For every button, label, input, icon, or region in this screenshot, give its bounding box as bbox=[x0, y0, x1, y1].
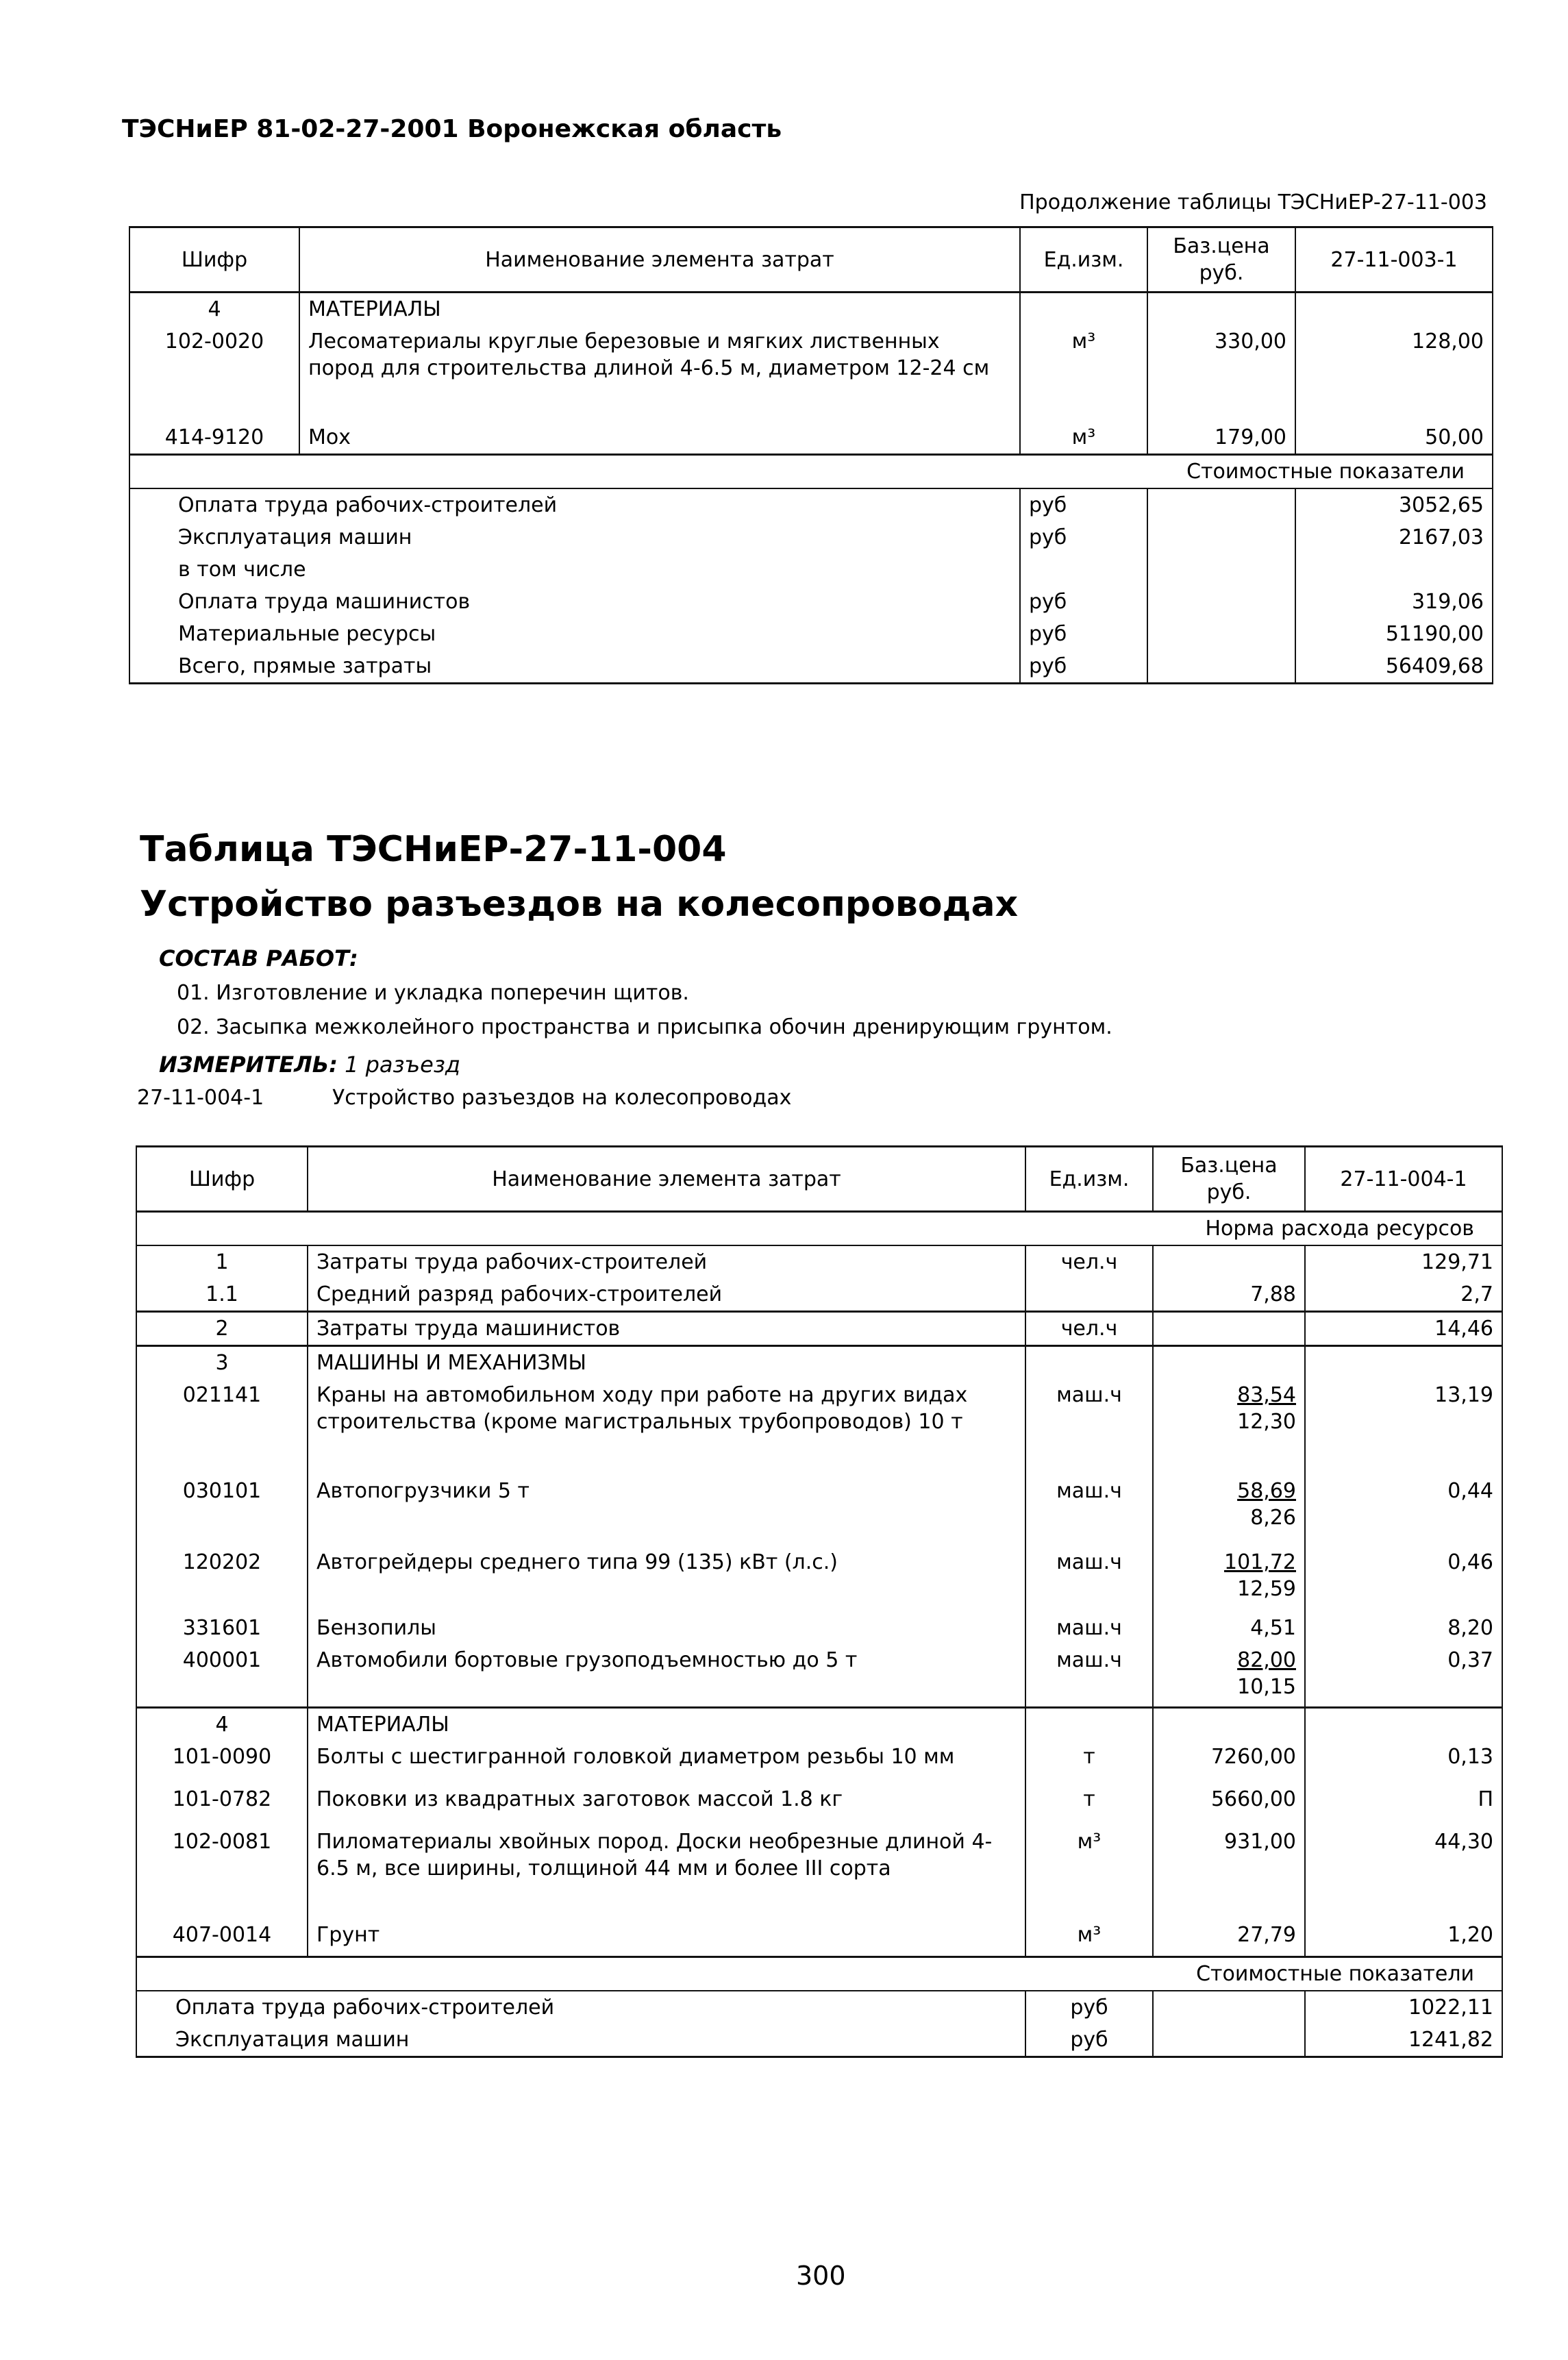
row-price: 179,00 bbox=[1147, 421, 1295, 455]
cost-value: 1241,82 bbox=[1305, 2024, 1502, 2057]
header-name: Наименование элемента затрат bbox=[299, 227, 1020, 293]
table-row bbox=[136, 1379, 1502, 1475]
header-norm: 27-11-003-1 bbox=[1295, 227, 1493, 293]
row-price: 5660,00 bbox=[1153, 1783, 1305, 1826]
row-value: 14,46 bbox=[1305, 1312, 1502, 1346]
cost-value: 51190,00 bbox=[1295, 618, 1493, 650]
row-name: Средний разряд рабочих-строителей bbox=[308, 1278, 1025, 1312]
page-number: 300 bbox=[796, 2261, 846, 2291]
row-unit bbox=[1025, 1278, 1153, 1312]
cost-row bbox=[136, 2024, 1502, 2057]
row-unit: маш.ч bbox=[1025, 1379, 1153, 1475]
section-row bbox=[136, 1346, 1502, 1380]
row-name: Автопогрузчики 5 т bbox=[308, 1475, 1025, 1546]
table-row bbox=[136, 1278, 1502, 1312]
norm-banner-row bbox=[136, 1212, 1502, 1246]
row-name: Лесоматериалы круглые березовые и мягких лиственных пород для строительства длиной 4-6.5 м, диаметром 12-24 см bbox=[299, 325, 1020, 421]
cost-banner-row bbox=[129, 455, 1493, 489]
row-unit: чел.ч bbox=[1025, 1312, 1153, 1346]
row-value: 50,00 bbox=[1295, 421, 1493, 455]
row-unit: чел.ч bbox=[1025, 1245, 1153, 1278]
row-name: Бензопилы bbox=[308, 1612, 1025, 1644]
cost-row bbox=[129, 554, 1493, 586]
table-row bbox=[136, 1919, 1502, 1957]
cost-unit: руб bbox=[1020, 618, 1147, 650]
row-code: 021141 bbox=[136, 1379, 308, 1475]
cost-unit: руб bbox=[1025, 1991, 1153, 2024]
section-row bbox=[136, 1707, 1502, 1741]
table-row bbox=[136, 1475, 1502, 1546]
header-name: Наименование элемента затрат bbox=[308, 1147, 1025, 1212]
row-code: 331601 bbox=[136, 1612, 308, 1644]
row-value: 128,00 bbox=[1295, 325, 1493, 421]
norm-banner: Норма расхода ресурсов bbox=[136, 1212, 1502, 1246]
row-name: Грунт bbox=[308, 1919, 1025, 1957]
section-num: 4 bbox=[129, 293, 299, 326]
section-title: МАТЕРИАЛЫ bbox=[308, 1707, 1025, 1741]
cost-unit: руб bbox=[1025, 2024, 1153, 2057]
section-title: МАТЕРИАЛЫ bbox=[299, 293, 1020, 326]
cost-row bbox=[136, 1991, 1502, 2024]
table-row bbox=[136, 1612, 1502, 1644]
cost-value: 319,06 bbox=[1295, 586, 1493, 618]
row-code: 1 bbox=[136, 1245, 308, 1278]
price-wage: 12,30 bbox=[1237, 1410, 1296, 1434]
row-name: Краны на автомобильном ходу при работе на других видах строительства (кроме магистральных трубопроводов) 10 т bbox=[308, 1379, 1025, 1475]
row-price: 931,00 bbox=[1153, 1826, 1305, 1919]
header-code: Шифр bbox=[129, 227, 299, 293]
cost-row bbox=[129, 488, 1493, 521]
row-price bbox=[1153, 1644, 1305, 1707]
row-price bbox=[1153, 1245, 1305, 1278]
measure-value: 1 разъезд bbox=[345, 1052, 460, 1078]
cost-label: Всего, прямые затраты bbox=[129, 650, 1020, 684]
section-title: МАШИНЫ И МЕХАНИЗМЫ bbox=[308, 1346, 1025, 1380]
table-row bbox=[136, 1783, 1502, 1826]
cost-banner-row bbox=[136, 1957, 1502, 1991]
row-price: 4,51 bbox=[1153, 1612, 1305, 1644]
cost-label: Оплата труда рабочих-строителей bbox=[129, 488, 1020, 521]
row-value: 0,13 bbox=[1305, 1741, 1502, 1783]
price-base: 83,54 bbox=[1237, 1383, 1296, 1407]
price-base: 101,72 bbox=[1224, 1550, 1296, 1574]
row-value: 1,20 bbox=[1305, 1919, 1502, 1957]
row-value: 8,20 bbox=[1305, 1612, 1502, 1644]
price-wage: 12,59 bbox=[1237, 1577, 1296, 1601]
cost-value: 3052,65 bbox=[1295, 488, 1493, 521]
row-price: 7,88 bbox=[1153, 1278, 1305, 1312]
row-name: Пиломатериалы хвойных пород. Доски необрезные длиной 4-6.5 м, все ширины, толщиной 44 мм и более III сорта bbox=[308, 1826, 1025, 1919]
price-base: 58,69 bbox=[1237, 1479, 1296, 1503]
row-price bbox=[1153, 1475, 1305, 1546]
table-subtitle: Устройство разъездов на колесопроводах bbox=[140, 884, 1019, 925]
header-code: Шифр bbox=[136, 1147, 308, 1212]
row-price: 27,79 bbox=[1153, 1919, 1305, 1957]
row-unit: м³ bbox=[1020, 325, 1147, 421]
cost-value bbox=[1295, 554, 1493, 586]
row-unit: м³ bbox=[1020, 421, 1147, 455]
section-num: 4 bbox=[136, 1707, 308, 1741]
price-wage: 10,15 bbox=[1237, 1675, 1296, 1699]
continuation-note: Продолжение таблицы ТЭСНиЕР-27-11-003 bbox=[1019, 190, 1487, 214]
page-header: ТЭСНиЕР 81-02-27-2001 Воронежская область bbox=[122, 115, 782, 143]
cost-value: 1022,11 bbox=[1305, 1991, 1502, 2024]
cost-label: Материальные ресурсы bbox=[129, 618, 1020, 650]
row-name: Затраты труда машинистов bbox=[308, 1312, 1025, 1346]
cost-label: Оплата труда машинистов bbox=[129, 586, 1020, 618]
row-code: 400001 bbox=[136, 1644, 308, 1707]
row-code: 102-0020 bbox=[129, 325, 299, 421]
row-price bbox=[1153, 1546, 1305, 1612]
cost-label: Эксплуатация машин bbox=[129, 521, 1020, 554]
row-code: 102-0081 bbox=[136, 1826, 308, 1919]
row-value: 0,37 bbox=[1305, 1644, 1502, 1707]
cost-banner: Стоимостные показатели bbox=[129, 455, 1493, 489]
row-name: Затраты труда рабочих-строителей bbox=[308, 1245, 1025, 1278]
norm-code: 27-11-004-1 bbox=[137, 1086, 264, 1110]
header-unit: Ед.изм. bbox=[1020, 227, 1147, 293]
work-item: 01. Изготовление и укладка поперечин щитов. bbox=[177, 981, 689, 1005]
row-value: 13,19 bbox=[1305, 1379, 1502, 1475]
row-name: Автогрейдеры среднего типа 99 (135) кВт (л.с.) bbox=[308, 1546, 1025, 1612]
table-row bbox=[136, 1312, 1502, 1346]
row-name: Мох bbox=[299, 421, 1020, 455]
row-code: 101-0782 bbox=[136, 1783, 308, 1826]
cost-value: 2167,03 bbox=[1295, 521, 1493, 554]
row-unit: маш.ч bbox=[1025, 1612, 1153, 1644]
cost-label: Эксплуатация машин bbox=[136, 2024, 1025, 2057]
row-unit: маш.ч bbox=[1025, 1546, 1153, 1612]
table-row bbox=[136, 1826, 1502, 1919]
table-row bbox=[136, 1644, 1502, 1707]
header-price: Баз.цена руб. bbox=[1147, 227, 1295, 293]
row-code: 030101 bbox=[136, 1475, 308, 1546]
row-name: Поковки из квадратных заготовок массой 1.8 кг bbox=[308, 1783, 1025, 1826]
table-header-row bbox=[136, 1147, 1502, 1212]
cost-value: 56409,68 bbox=[1295, 650, 1493, 684]
row-value: 0,46 bbox=[1305, 1546, 1502, 1612]
header-unit: Ед.изм. bbox=[1025, 1147, 1153, 1212]
row-unit: маш.ч bbox=[1025, 1475, 1153, 1546]
cost-row bbox=[129, 618, 1493, 650]
row-unit: маш.ч bbox=[1025, 1644, 1153, 1707]
header-price: Баз.цена руб. bbox=[1153, 1147, 1305, 1212]
row-name: Автомобили бортовые грузоподъемностью до 5 т bbox=[308, 1644, 1025, 1707]
row-unit: т bbox=[1025, 1783, 1153, 1826]
row-value: 0,44 bbox=[1305, 1475, 1502, 1546]
row-value: П bbox=[1305, 1783, 1502, 1826]
table-row bbox=[129, 325, 1493, 421]
cost-label: Оплата труда рабочих-строителей bbox=[136, 1991, 1025, 2024]
table-header-row bbox=[129, 227, 1493, 293]
cost-row bbox=[129, 650, 1493, 684]
table-27-11-003 bbox=[129, 226, 1493, 684]
cost-row bbox=[129, 521, 1493, 554]
table-row bbox=[136, 1546, 1502, 1612]
row-code: 414-9120 bbox=[129, 421, 299, 455]
table-row bbox=[136, 1741, 1502, 1783]
row-unit: м³ bbox=[1025, 1826, 1153, 1919]
row-name: Болты с шестигранной головкой диаметром резьбы 10 мм bbox=[308, 1741, 1025, 1783]
header-norm: 27-11-004-1 bbox=[1305, 1147, 1502, 1212]
table-title: Таблица ТЭСНиЕР-27-11-004 bbox=[140, 829, 727, 870]
cost-row bbox=[129, 586, 1493, 618]
measure-label: ИЗМЕРИТЕЛЬ: bbox=[159, 1052, 338, 1078]
row-unit: м³ bbox=[1025, 1919, 1153, 1957]
norm-code-line bbox=[137, 1086, 791, 1110]
row-code: 101-0090 bbox=[136, 1741, 308, 1783]
price-base: 82,00 bbox=[1237, 1648, 1296, 1672]
table-row bbox=[129, 421, 1493, 455]
cost-banner: Стоимостные показатели bbox=[136, 1957, 1502, 1991]
table-27-11-004 bbox=[136, 1145, 1503, 2058]
row-price bbox=[1153, 1379, 1305, 1475]
cost-unit: руб bbox=[1020, 586, 1147, 618]
section-row bbox=[129, 293, 1493, 326]
row-code: 2 bbox=[136, 1312, 308, 1346]
row-unit: т bbox=[1025, 1741, 1153, 1783]
cost-label: в том числе bbox=[129, 554, 1020, 586]
cost-unit: руб bbox=[1020, 521, 1147, 554]
row-code: 407-0014 bbox=[136, 1919, 308, 1957]
row-value: 44,30 bbox=[1305, 1826, 1502, 1919]
row-value: 2,7 bbox=[1305, 1278, 1502, 1312]
works-label: СОСТАВ РАБОТ: bbox=[159, 945, 358, 971]
price-wage: 8,26 bbox=[1250, 1506, 1296, 1530]
cost-unit: руб bbox=[1020, 488, 1147, 521]
section-num: 3 bbox=[136, 1346, 308, 1380]
norm-description: Устройство разъездов на колесопроводах bbox=[332, 1086, 792, 1110]
row-price bbox=[1153, 1312, 1305, 1346]
cost-unit: руб bbox=[1020, 650, 1147, 684]
work-item: 02. Засыпка межколейного пространства и присыпка обочин дренирующим грунтом. bbox=[177, 1015, 1112, 1039]
row-price: 330,00 bbox=[1147, 325, 1295, 421]
measure-line bbox=[159, 1052, 460, 1078]
table-row bbox=[136, 1245, 1502, 1278]
cost-unit bbox=[1020, 554, 1147, 586]
row-code: 1.1 bbox=[136, 1278, 308, 1312]
row-code: 120202 bbox=[136, 1546, 308, 1612]
row-value: 129,71 bbox=[1305, 1245, 1502, 1278]
row-price: 7260,00 bbox=[1153, 1741, 1305, 1783]
